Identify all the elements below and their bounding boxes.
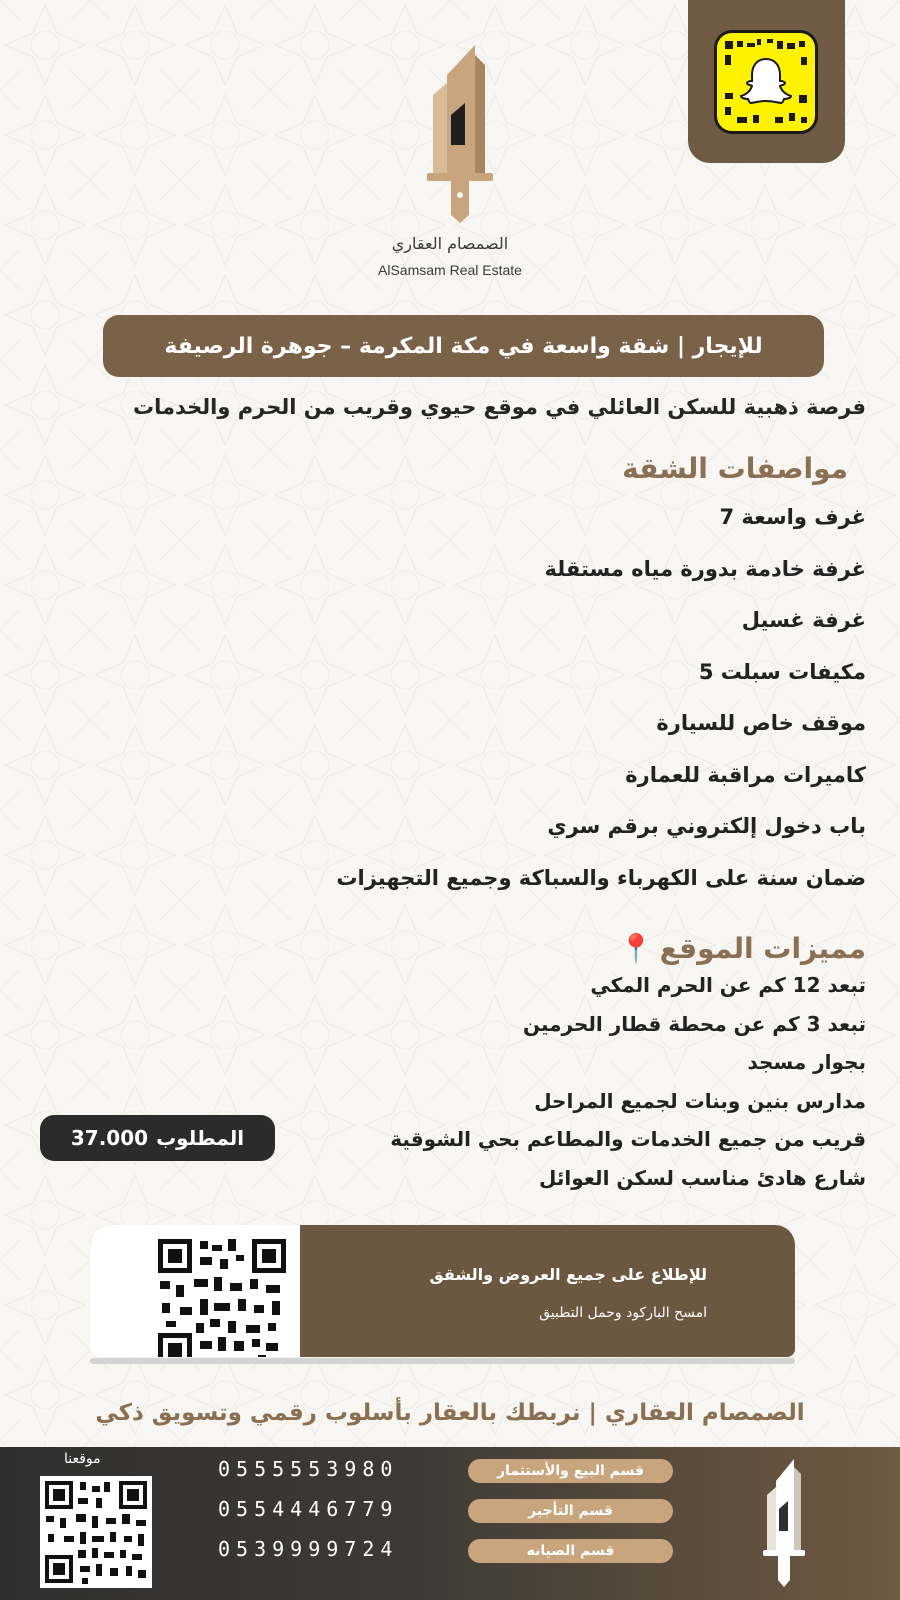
location-label: موقعنا <box>64 1451 101 1467</box>
location-item: تبعد 3 كم عن محطة قطار الحرمين <box>523 1011 866 1036</box>
price-badge <box>40 1115 275 1161</box>
location-item: مدارس بنين وبنات لجميع المراحل <box>534 1088 866 1113</box>
location-heading-row <box>619 932 866 965</box>
spec-item: مكيفات سبلت 5 <box>698 659 866 684</box>
spec-item: كاميرات مراقبة للعمارة <box>625 762 866 787</box>
location-item: قريب من جميع الخدمات والمطاعم بحي الشوقية <box>390 1127 866 1151</box>
app-download-banner <box>90 1225 795 1357</box>
location-item: شارع هادئ مناسب لسكن العوائل <box>539 1165 866 1190</box>
brand-tagline: الصمصام العقاري | نربطك بالعقار بأسلوب رقمي وتسويق ذكي <box>95 1400 805 1426</box>
spec-item: ضمان سنة على الكهرباء والسباكة وجميع التجهيزات <box>336 865 866 890</box>
dept-maintenance-badge: قسم الصيانه <box>468 1539 673 1563</box>
dept-sales-badge: قسم البيع والأستثمار <box>468 1459 673 1483</box>
specs-heading: مواصفات الشقة <box>622 452 848 485</box>
spec-item: غرف واسعة 7 <box>719 505 866 529</box>
price-label: المطلوب <box>156 1126 245 1150</box>
spec-item: موقف خاص للسيارة <box>656 711 866 735</box>
brand-name-arabic: الصمصام العقاري <box>391 234 509 253</box>
spec-item: غرفة خادمة بدورة مياه مستقلة <box>544 556 866 581</box>
footer-logo-icon <box>762 1459 806 1587</box>
listing-title: للإيجار | شقة واسعة في مكة المكرمة – جوهرة الرصيفة <box>103 315 824 377</box>
banner-divider <box>90 1358 795 1364</box>
location-qr-icon[interactable] <box>40 1476 152 1588</box>
specs-list <box>226 505 866 917</box>
qr-code-icon[interactable] <box>152 1233 292 1357</box>
spec-item: غرفة غسيل <box>741 608 866 632</box>
logo-tower-sword-icon <box>425 45 495 223</box>
banner-subtext: امسح الباركود وحمل التطبيق <box>539 1305 707 1321</box>
listing-subtitle: فرصة ذهبية للسكن العائلي في موقع حيوي وقريب من الحرم والخدمات <box>133 395 866 419</box>
location-item: تبعد 12 كم عن الحرم المكي <box>590 973 866 997</box>
banner-headline: للإطلاع على جميع العروض والشقق <box>429 1265 707 1284</box>
contact-footer <box>0 1447 900 1600</box>
location-item: بجوار مسجد <box>747 1050 866 1074</box>
location-list <box>306 973 866 1204</box>
location-pin-icon: 📍 <box>618 932 654 965</box>
phone-sales[interactable]: 0555553980 <box>218 1457 399 1481</box>
brand-name-english: AlSamsam Real Estate <box>378 262 522 278</box>
phone-rent[interactable]: 0554446779 <box>218 1497 399 1521</box>
phone-maintenance[interactable]: 0539999724 <box>218 1537 399 1561</box>
location-heading: مميزات الموقع <box>659 932 866 965</box>
price-value: 37.000 <box>70 1126 149 1150</box>
snapcode-tab <box>688 0 845 163</box>
snapcode-qr-icon[interactable] <box>714 30 818 134</box>
spec-item: باب دخول إلكتروني برقم سري <box>547 814 866 838</box>
dept-rent-badge: قسم التأجير <box>468 1499 673 1523</box>
